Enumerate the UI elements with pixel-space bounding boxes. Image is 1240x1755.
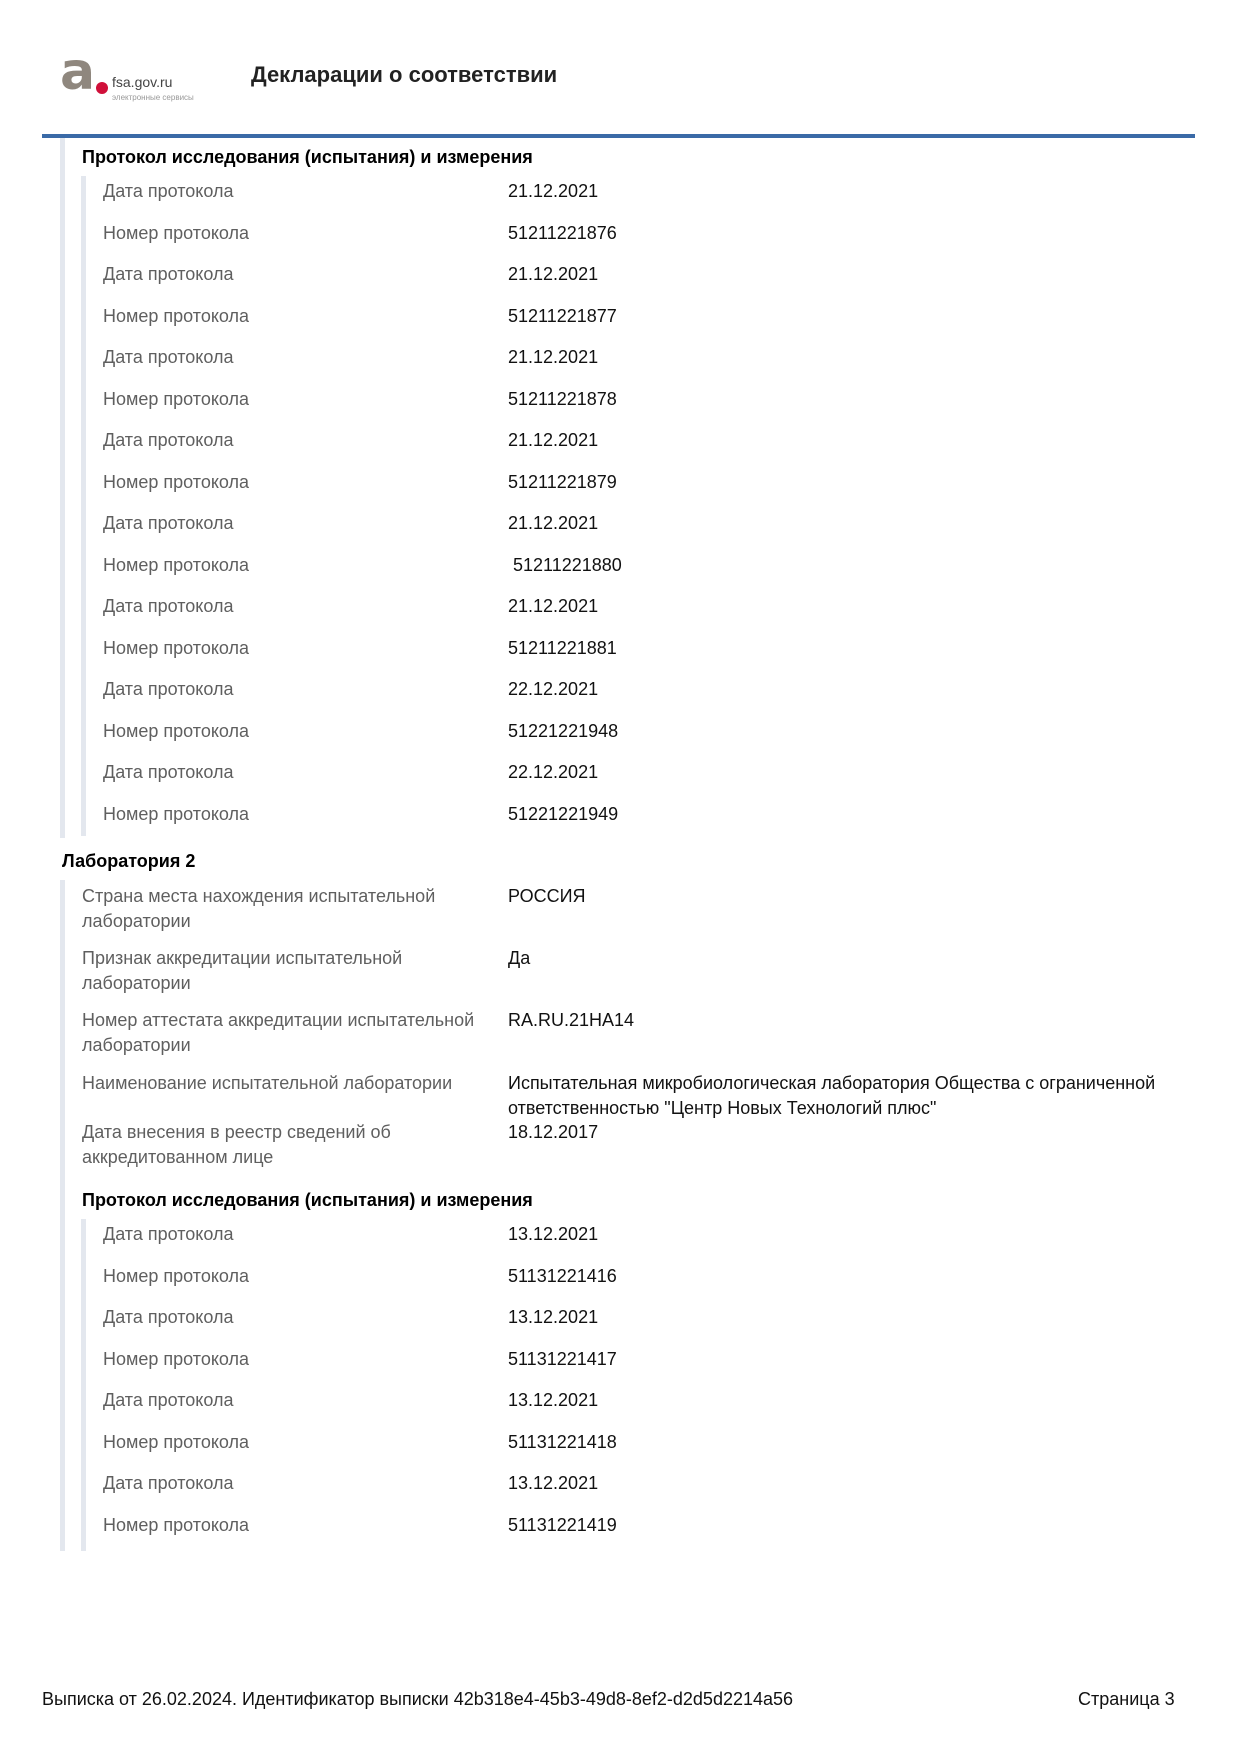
- protocol-label: Номер протокола: [103, 1514, 250, 1535]
- protocol-value: 51131221418: [508, 1431, 617, 1452]
- protocol-label: Дата протокола: [103, 1307, 234, 1327]
- fsa-logo: [60, 42, 220, 118]
- protocol-value: 22.12.2021: [508, 762, 599, 782]
- footer-page-number: Страница 3: [1078, 1689, 1175, 1709]
- protocol-label: Номер протокола: [103, 803, 250, 824]
- lab-field-row: [0, 884, 1240, 936]
- protocol-row: [0, 719, 1240, 761]
- protocol-row: [0, 470, 1240, 512]
- lab-field-label-cont: лаборатории: [82, 911, 191, 931]
- protocol-value: 13.12.2021: [508, 1390, 599, 1410]
- footer-statement: Выписка от 26.02.2024. Идентификатор выписки 42b318e4-45b3-49d8-8ef2-d2d5d2214a56: [42, 1689, 794, 1709]
- protocol-row: [0, 304, 1240, 346]
- protocol-value: 21.12.2021: [508, 264, 599, 284]
- lab-field-value-cont: ответственностью "Центр Новых Технологий плюс": [508, 1098, 937, 1118]
- protocol-label: Номер протокола: [103, 720, 250, 741]
- lab-field-row: [0, 1008, 1240, 1060]
- protocol-value: 51211221880: [508, 554, 622, 575]
- protocol-row: [0, 1305, 1240, 1347]
- protocol-value: 51211221878: [508, 388, 617, 409]
- lab-field-label: Дата внесения в реестр сведений об: [82, 1122, 391, 1142]
- lab-field-row: [0, 946, 1240, 998]
- protocol-value: 51211221879: [508, 471, 617, 492]
- lab-field-label-cont: лаборатории: [82, 1035, 191, 1055]
- protocol-label: Дата протокола: [103, 347, 234, 367]
- protocol-value: 13.12.2021: [508, 1307, 599, 1327]
- protocol-value: 13.12.2021: [508, 1224, 599, 1244]
- protocol-label: Номер протокола: [103, 1431, 250, 1452]
- lab-field-label: Страна места нахождения испытательной: [82, 886, 436, 906]
- lab-field-label-cont: лаборатории: [82, 973, 191, 993]
- lab-field-value: Испытательная микробиологическая лаборатория Общества с ограниченной: [508, 1073, 1156, 1093]
- protocol-row: [0, 594, 1240, 636]
- protocol-row: [0, 677, 1240, 719]
- protocol-value: 51211221876: [508, 222, 617, 243]
- protocol-label: Дата протокола: [103, 1390, 234, 1410]
- protocol-row: [0, 1513, 1240, 1555]
- protocol-row: [0, 760, 1240, 802]
- lab2-title: Лаборатория 2: [62, 851, 196, 871]
- lab-field-label: Признак аккредитации испытательной: [82, 948, 403, 968]
- protocol-value: 21.12.2021: [508, 430, 599, 450]
- protocol-row: [0, 428, 1240, 470]
- protocol-label: Номер протокола: [103, 637, 250, 658]
- protocol-value: 22.12.2021: [508, 679, 599, 699]
- protocol-row: [0, 1347, 1240, 1389]
- logo-letter-a: а: [60, 42, 96, 102]
- lab-field-label: Наименование испытательной лаборатории: [82, 1073, 453, 1093]
- protocol-value: 51211221881: [508, 637, 617, 658]
- protocol-value: 21.12.2021: [508, 181, 599, 201]
- lab-field-value: РОССИЯ: [508, 886, 586, 906]
- protocol-label: Дата протокола: [103, 430, 234, 450]
- protocol-row: [0, 511, 1240, 553]
- protocol-label: Дата протокола: [103, 513, 234, 533]
- protocol-row: [0, 345, 1240, 387]
- protocol-row: [0, 553, 1240, 595]
- lab-field-value: Да: [508, 948, 531, 968]
- protocol-value: 51131221416: [508, 1265, 617, 1286]
- protocol-row: [0, 262, 1240, 304]
- lab-field-value: 18.12.2017: [508, 1122, 599, 1142]
- lab-field-row: [0, 1071, 1240, 1123]
- protocol-row: [0, 1264, 1240, 1306]
- protocols-2-title: Протокол исследования (испытания) и измерения: [82, 1190, 533, 1210]
- protocol-row: [0, 1388, 1240, 1430]
- protocol-label: Дата протокола: [103, 596, 234, 616]
- page-title: Декларации о соответствии: [251, 62, 558, 87]
- protocol-label: Номер протокола: [103, 1265, 250, 1286]
- protocol-value: 21.12.2021: [508, 347, 599, 367]
- protocol-label: Дата протокола: [103, 762, 234, 782]
- protocol-row: [0, 179, 1240, 221]
- protocol-value: 51211221877: [508, 305, 617, 326]
- header-divider: [42, 134, 1195, 138]
- protocol-value: 13.12.2021: [508, 1473, 599, 1493]
- logo-dot-icon: [96, 82, 108, 94]
- protocol-row: [0, 221, 1240, 263]
- protocol-row: [0, 1430, 1240, 1472]
- protocol-row: [0, 1222, 1240, 1264]
- protocols-1-title: Протокол исследования (испытания) и измерения: [82, 147, 533, 167]
- protocol-label: Номер протокола: [103, 388, 250, 409]
- protocol-row: [0, 636, 1240, 678]
- logo-domain: fsa.gov.ru: [112, 74, 173, 90]
- protocol-value: 21.12.2021: [508, 596, 599, 616]
- protocol-label: Дата протокола: [103, 181, 234, 201]
- protocol-label: Номер протокола: [103, 1348, 250, 1369]
- protocol-label: Номер протокола: [103, 305, 250, 326]
- protocol-value: 51221221949: [508, 803, 619, 824]
- document-header: [42, 40, 1192, 140]
- lab-field-row: [0, 1120, 1240, 1172]
- protocol-value: 51131221419: [508, 1514, 617, 1535]
- protocol-value: 21.12.2021: [508, 513, 599, 533]
- lab-field-label: Номер аттестата аккредитации испытательной: [82, 1010, 475, 1030]
- protocol-label: Номер протокола: [103, 222, 250, 243]
- logo-subtitle: электронные сервисы: [112, 93, 194, 102]
- protocol-label: Дата протокола: [103, 264, 234, 284]
- lab-field-value: RA.RU.21НА14: [508, 1010, 635, 1030]
- protocol-label: Дата протокола: [103, 1473, 234, 1493]
- protocol-row: [0, 387, 1240, 429]
- protocol-label: Дата протокола: [103, 679, 234, 699]
- protocol-label: Дата протокола: [103, 1224, 234, 1244]
- protocol-label: Номер протокола: [103, 554, 250, 575]
- protocol-row: [0, 802, 1240, 844]
- protocol-value: 51131221417: [508, 1348, 617, 1369]
- protocol-label: Номер протокола: [103, 471, 250, 492]
- protocol-row: [0, 1471, 1240, 1513]
- lab-field-label-cont: аккредитованном лице: [82, 1147, 274, 1167]
- protocol-value: 51221221948: [508, 720, 619, 741]
